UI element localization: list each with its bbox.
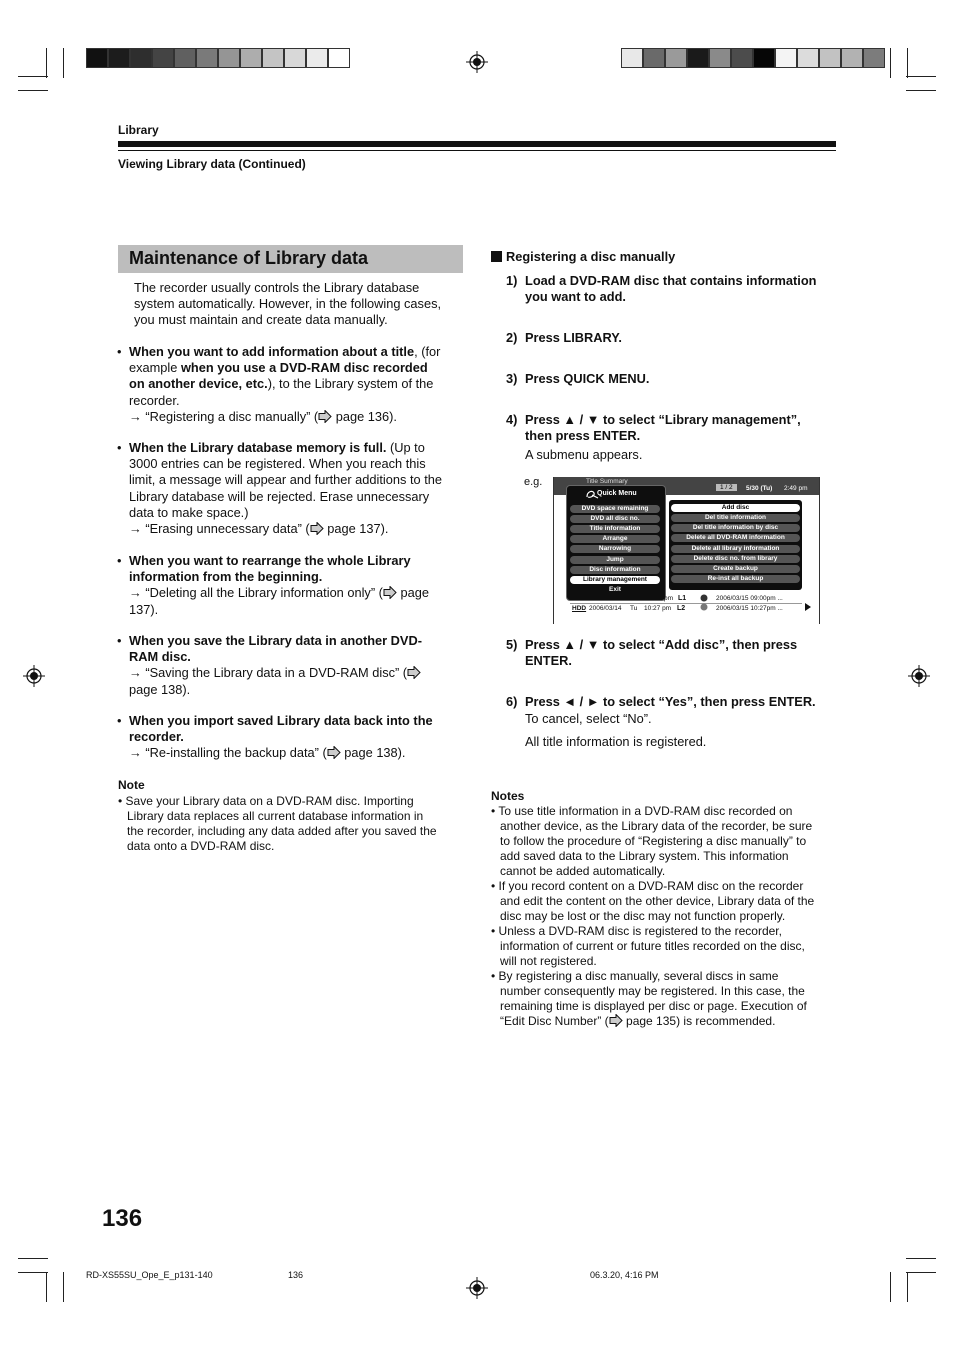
color-swatch	[731, 48, 753, 68]
submenu-item[interactable]: Del title information by disc	[671, 524, 800, 532]
color-swatch	[328, 48, 350, 68]
text-bold: information from the beginning.	[129, 569, 323, 585]
text-line: to follow the procedure of “Registering a disc manually” to	[500, 834, 807, 848]
bullet-dot: •	[117, 440, 122, 455]
square-bullet-icon	[491, 251, 502, 262]
color-swatch	[819, 48, 841, 68]
text-line: • Save your Library data on a DVD-RAM disc. Importing	[118, 794, 414, 808]
text-line: All title information is registered.	[525, 734, 707, 750]
reference-text: “Edit Disc Number” (	[500, 1014, 609, 1028]
note-text	[118, 794, 437, 854]
page-reference-arrow-icon	[327, 746, 341, 759]
reference-page[interactable]: page 138).	[340, 745, 406, 761]
reference-page[interactable]: page 136).	[332, 408, 397, 424]
text-line: Press ◄ / ► to select “Yes”, then press ENTER.	[525, 694, 816, 709]
text-line: • If you record content on a DVD-RAM disc on the recorder	[491, 879, 804, 893]
bullet-dot: •	[117, 553, 122, 568]
text-line: 3000 entries can be registered. When you reach this	[129, 456, 426, 472]
step-6	[506, 694, 816, 751]
submenu-item[interactable]: Delete all DVD-RAM information	[671, 534, 800, 542]
text-line: cannot be added automatically.	[500, 864, 666, 878]
crop-mark	[907, 48, 908, 78]
text: example	[129, 360, 181, 376]
step-number: 2)	[506, 330, 518, 345]
tv-screen-example	[553, 477, 820, 624]
text-bold: When you want to rearrange the whole Library	[129, 553, 411, 568]
submenu-item[interactable]: Delete disc no. from library	[671, 555, 800, 563]
text-line: Press LIBRARY.	[525, 330, 622, 345]
text: , (for	[414, 344, 441, 359]
color-swatch	[196, 48, 218, 68]
color-swatch	[174, 48, 196, 68]
reference-text: → “Saving the Library data in a DVD-RAM disc” (	[129, 665, 408, 681]
screen-date: 5/30 (Tu)	[746, 485, 773, 492]
text-line: remaining time is displayed per disc or page. Execution of	[500, 999, 807, 1013]
reference-text: → “Re-installing the backup data” (	[129, 745, 327, 761]
color-swatch	[665, 48, 687, 68]
bullet-dot: •	[117, 633, 122, 648]
color-swatch	[863, 48, 885, 68]
text-line: you want to add.	[525, 289, 626, 305]
registration-mark-icon	[466, 51, 488, 73]
submenu-item[interactable]: Delete all library information	[671, 545, 800, 553]
row2-day: Tu	[630, 605, 638, 612]
page-reference-arrow-icon	[609, 1014, 623, 1027]
footer-file: RD-XS55SU_Ope_E_p131-140	[86, 1270, 213, 1280]
notes-text	[491, 804, 814, 1029]
quick-menu-title: Quick Menu	[597, 490, 637, 497]
page-reference-arrow-icon	[383, 586, 397, 599]
color-swatch	[621, 48, 643, 68]
color-swatch	[841, 48, 863, 68]
reference-page[interactable]: page 135) is recommended.	[622, 1014, 776, 1028]
library-submenu	[669, 500, 802, 590]
heading-text: Registering a disc manually	[506, 249, 676, 264]
page-number: 136	[102, 1205, 143, 1232]
header-rule	[118, 141, 836, 147]
step-5	[506, 637, 798, 669]
step-1	[506, 273, 817, 305]
text-line: you must maintain and create data manually.	[134, 312, 388, 328]
color-swatch	[775, 48, 797, 68]
color-swatch	[643, 48, 665, 68]
text-line: The recorder usually controls the Library database	[134, 280, 420, 295]
section-heading	[491, 249, 675, 265]
row-divider	[570, 603, 802, 604]
text-line: disc may be lost or the disc may not function properly.	[500, 909, 786, 923]
quick-menu-item[interactable]: DVD space remaining	[570, 505, 660, 513]
row2-date2: 2006/03/15 10:27pm ...	[716, 605, 783, 612]
text-line: • To use title information in a DVD-RAM disc recorded on	[491, 804, 793, 818]
text-line: Library data replaces all current database information in	[127, 809, 424, 823]
page-reference-arrow-icon	[318, 410, 332, 423]
color-swatch	[130, 48, 152, 68]
text-bold: When you import saved Library data back into the	[129, 713, 433, 728]
quick-menu-panel	[566, 485, 666, 601]
screen-time: 2:49 pm	[784, 485, 808, 492]
crop-mark	[906, 90, 936, 91]
text-line: another device, as the Library data of the recorder, be sure	[500, 819, 813, 833]
text-bold: when you use a DVD-RAM disc recorded	[180, 360, 428, 376]
row1-l: L1	[678, 595, 687, 602]
text-line: limit, a message will appear and further additions to the	[129, 472, 442, 488]
reference-page[interactable]: 137).	[129, 601, 159, 617]
quick-menu-item[interactable]: DVD all disc no.	[570, 515, 660, 523]
text-bold: When the Library database memory is full.	[129, 440, 387, 455]
reference-text: → “Deleting all the Library information only” (	[129, 585, 383, 601]
step-number: 4)	[506, 412, 518, 427]
step-4	[506, 412, 801, 464]
text-bold: on another device, etc.	[129, 376, 268, 392]
registration-mark-icon	[908, 665, 930, 687]
submenu-item-selected[interactable]: Add disc	[671, 504, 800, 512]
quick-menu-item[interactable]: Title information	[570, 525, 660, 533]
quick-menu-item-selected[interactable]: Library management	[570, 576, 660, 584]
step-number: 1)	[506, 273, 518, 288]
color-swatch	[86, 48, 108, 68]
quick-menu-item[interactable]: Arrange	[570, 535, 660, 543]
page-title: Maintenance of Library data	[118, 245, 463, 273]
text: ), to the Library system of the	[267, 376, 434, 392]
step-number: 5)	[506, 637, 518, 652]
screen-title: Title Summary	[586, 478, 628, 485]
text-line: and edit the content on the other device, Library data of the	[500, 894, 815, 908]
submenu-item[interactable]: Re-inst all backup	[671, 575, 800, 583]
text-line: Press ▲ / ▼ to select “Library management”,	[525, 412, 801, 427]
footer-page: 136	[288, 1270, 304, 1280]
example-label: e.g.	[524, 476, 543, 488]
crop-mark	[907, 1272, 908, 1302]
crop-mark	[906, 76, 936, 77]
scroll-right-icon[interactable]	[805, 603, 811, 611]
screen-page: 1 / 2	[716, 484, 737, 491]
step-3	[506, 371, 650, 387]
text-line: add saved data to the Library system. This information	[500, 849, 789, 863]
text-line: Library database will be rejected. Erase unnecessary	[129, 488, 430, 504]
text-line: ENTER.	[525, 653, 572, 669]
text-line: Load a DVD-RAM disc that contains information	[525, 273, 817, 288]
crop-mark	[46, 48, 47, 78]
row1-time: pm	[664, 595, 674, 602]
reference-text: → “Registering a disc manually” (	[129, 408, 319, 424]
row2-device: HDD	[572, 605, 587, 612]
row2-date: 2006/03/14	[589, 605, 622, 612]
crop-mark	[906, 1258, 936, 1259]
step-number: 6)	[506, 694, 518, 709]
submenu-item[interactable]: Create backup	[671, 565, 800, 573]
text-line: Press QUICK MENU.	[525, 371, 650, 386]
color-swatch	[306, 48, 328, 68]
crop-mark	[18, 90, 48, 91]
bullet-import	[117, 713, 433, 762]
subsection-title: Viewing Library data (Continued)	[118, 157, 306, 171]
text-line: data to make space.)	[129, 504, 249, 520]
text-line: system automatically. However, in the following cases,	[134, 296, 442, 312]
color-swatch	[262, 48, 284, 68]
text-line: To cancel, select “No”.	[525, 711, 652, 727]
text-line: number consequently may be registered. In this case, the	[500, 984, 805, 998]
text-bold: When you want to add information about a title	[129, 344, 415, 359]
bullet-save	[117, 633, 422, 698]
text-bold: recorder.	[129, 729, 184, 745]
text-line: Press ▲ / ▼ to select “Add disc”, then press	[525, 637, 798, 652]
row1-date: 2006/03/15 09:00pm ...	[716, 595, 783, 602]
text-line: information of current or future titles recorded on the disc,	[500, 939, 805, 953]
text-line: will not registered.	[500, 954, 597, 968]
step-number: 3)	[506, 371, 518, 386]
text-line: • Unless a DVD-RAM disc is registered to the recorder,	[491, 924, 782, 938]
bullet-add-title	[117, 344, 441, 425]
crop-mark	[63, 1272, 64, 1302]
crop-mark	[63, 48, 64, 78]
quick-menu-item[interactable]: Exit	[609, 586, 621, 593]
bullet-rearrange	[117, 553, 429, 618]
section-title: Library	[118, 123, 159, 137]
submenu-item[interactable]: Del title information	[671, 514, 800, 522]
notes-title: Notes	[491, 789, 525, 803]
registration-mark-icon	[23, 665, 45, 687]
reference-page[interactable]: page	[396, 585, 429, 601]
text-line: • By registering a disc manually, several discs in same	[491, 969, 779, 983]
disc-icon	[699, 594, 709, 612]
text-bold: When you save the Library data in another DVD-	[129, 633, 422, 648]
text-bold: RAM disc.	[129, 649, 191, 665]
text-line: then press ENTER.	[525, 428, 641, 444]
reference-page[interactable]: page 138).	[129, 681, 191, 697]
reference-text: → “Erasing unnecessary data” (	[129, 521, 310, 537]
color-swatch	[240, 48, 262, 68]
quick-menu-item[interactable]: Narrowing	[570, 545, 660, 553]
color-swatch	[753, 48, 775, 68]
color-swatch	[797, 48, 819, 68]
bullet-dot: •	[117, 713, 122, 728]
row2-time: 10:27 pm	[644, 605, 672, 612]
text-line: data onto a DVD-RAM disc.	[127, 839, 275, 853]
registration-mark-icon	[466, 1277, 488, 1299]
crop-mark	[890, 48, 891, 78]
crop-mark	[890, 1272, 891, 1302]
text-line: A submenu appears.	[525, 447, 643, 463]
color-swatch	[687, 48, 709, 68]
footer-stamp: 06.3.20, 4:16 PM	[590, 1270, 659, 1280]
quick-menu-item[interactable]: Disc information	[570, 566, 660, 574]
step-2	[506, 330, 622, 346]
intro-paragraph	[134, 280, 441, 329]
crop-mark	[18, 1258, 48, 1259]
crop-mark	[18, 76, 48, 77]
page-reference-arrow-icon	[310, 522, 324, 535]
crop-mark	[906, 1272, 936, 1273]
bullet-dot: •	[117, 344, 122, 359]
row2-l: L2	[677, 605, 686, 612]
header-rule-thin	[118, 150, 836, 151]
color-swatch	[284, 48, 306, 68]
page-reference-arrow-icon	[407, 666, 421, 679]
note-title: Note	[118, 778, 145, 792]
text-line: the recorder, including any data added after you saved the	[127, 824, 437, 838]
color-swatch	[709, 48, 731, 68]
crop-mark	[18, 1272, 48, 1273]
color-swatch	[108, 48, 130, 68]
color-swatch	[152, 48, 174, 68]
bullet-memory-full	[117, 440, 442, 537]
crop-mark	[46, 1272, 47, 1302]
text-line: recorder.	[129, 392, 180, 408]
quick-menu-item[interactable]: Jump	[570, 556, 660, 564]
reference-page[interactable]: page 137).	[323, 521, 389, 537]
color-swatch	[218, 48, 240, 68]
text: (Up to	[386, 440, 425, 455]
